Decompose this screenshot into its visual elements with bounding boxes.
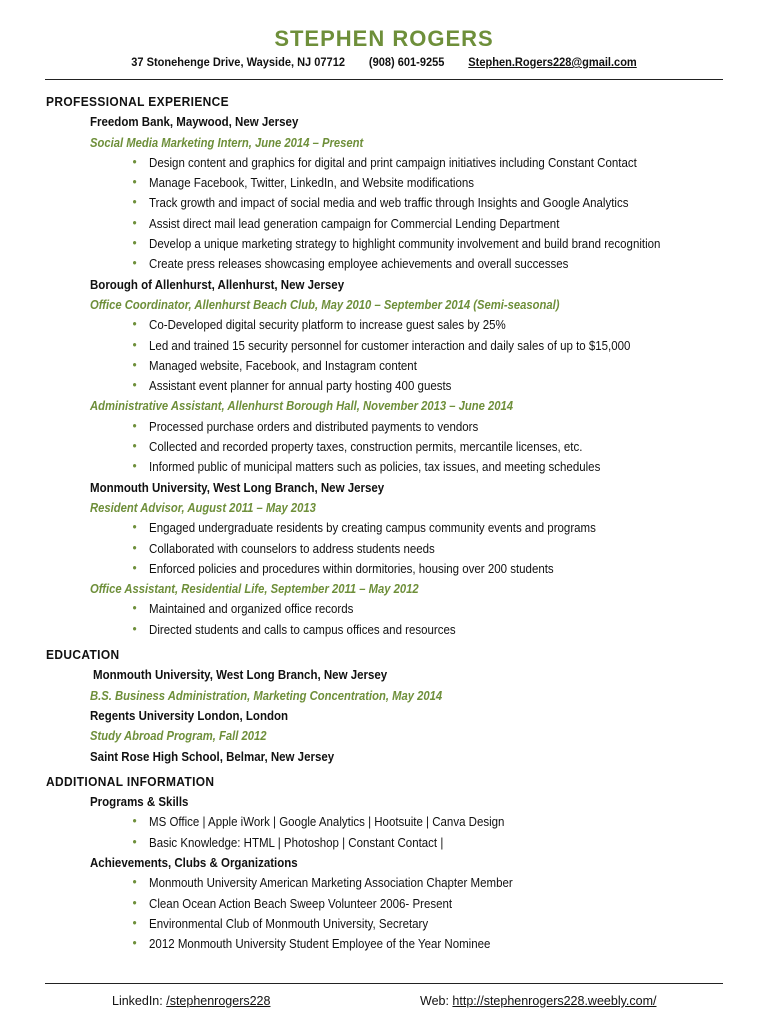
program-study-abroad: Study Abroad Program, Fall 2012: [90, 729, 267, 744]
list-item: • Informed public of municipal matters such as policies, tax issues, and meeting schedules: [46, 457, 672, 477]
degree-bs-business: B.S. Business Administration, Marketing Concentration, May 2014: [90, 688, 443, 703]
resume-body: [46, 92, 726, 954]
school-monmouth-university: Monmouth University, West Long Branch, New Jersey: [93, 668, 388, 683]
list-item: • Enforced policies and procedures within dormitories, housing over 200 students: [46, 559, 672, 579]
web-label: Web:: [420, 994, 453, 1008]
linkedin-label: LinkedIn:: [112, 994, 167, 1008]
list-item: • Assist direct mail lead generation campaign for Commercial Lending Department: [46, 214, 672, 234]
list-item: • Collaborated with counselors to address students needs: [46, 539, 672, 559]
list-item: • Clean Ocean Action Beach Sweep Volunteer 2006- Present: [46, 894, 672, 914]
org-freedom-bank: Freedom Bank, Maywood, New Jersey: [90, 115, 299, 130]
phone: (908) 601-9255: [368, 55, 445, 69]
list-item: • 2012 Monmouth University Student Employee of the Year Nominee: [46, 934, 672, 954]
header-divider: [45, 79, 723, 80]
bullet-icon: •: [132, 620, 137, 636]
bullet-list-office-coordinator: [46, 315, 726, 396]
web-link[interactable]: http://stephenrogers228.weebly.com/: [452, 994, 657, 1008]
email-link[interactable]: Stephen.Rogers228@gmail.com: [468, 55, 637, 69]
bullet-icon: •: [132, 235, 137, 251]
bullet-icon: •: [132, 336, 137, 352]
org-borough-of-allenhurst: Borough of Allenhurst, Allenhurst, New Jersey: [90, 277, 345, 292]
list-item: • Design content and graphics for digital and print campaign initiatives including Constant Contact: [46, 153, 672, 173]
list-item: • Led and trained 15 security personnel for customer interaction and daily sales of up to $15,000: [46, 336, 672, 356]
bullet-icon: •: [132, 813, 137, 829]
bullet-list-administrative-assistant: [46, 417, 726, 478]
org-monmouth-university: Monmouth University, West Long Branch, New Jersey: [90, 480, 385, 495]
bullet-icon: •: [132, 255, 137, 271]
resume-name: STEPHEN ROGERS: [274, 26, 494, 51]
contact-line: [31, 55, 738, 69]
bullet-icon: •: [132, 935, 137, 951]
role-office-assistant: Office Assistant, Residential Life, September 2011 – May 2012: [90, 582, 419, 597]
list-item: • Managed website, Facebook, and Instagram content: [46, 356, 672, 376]
bullet-icon: •: [132, 539, 137, 555]
list-item: • Processed purchase orders and distributed payments to vendors: [46, 417, 672, 437]
bullet-icon: •: [132, 377, 137, 393]
linkedin-link[interactable]: /stephenrogers228: [166, 994, 271, 1008]
bullet-icon: •: [132, 438, 137, 454]
list-item: • Engaged undergraduate residents by creating campus community events and programs: [46, 518, 672, 538]
bullet-icon: •: [132, 194, 137, 210]
role-administrative-assistant: Administrative Assistant, Allenhurst Borough Hall, November 2013 – June 2014: [90, 399, 514, 414]
bullet-list-skills: [46, 812, 726, 853]
section-title-experience: PROFESSIONAL EXPERIENCE: [46, 94, 230, 109]
section-title-additional: ADDITIONAL INFORMATION: [46, 773, 215, 789]
bullet-icon: •: [132, 833, 137, 849]
list-item: • Track growth and impact of social media and web traffic through Insights and Google Analytics: [46, 193, 672, 213]
role-social-media-intern: Social Media Marketing Intern, June 2014 – Present: [90, 135, 364, 150]
school-saint-rose: Saint Rose High School, Belmar, New Jersey: [90, 749, 335, 764]
subsection-achievements: Achievements, Clubs & Organizations: [90, 855, 298, 870]
bullet-icon: •: [132, 214, 137, 230]
bullet-icon: •: [132, 458, 137, 474]
bullet-icon: •: [132, 417, 137, 433]
list-item: • Basic Knowledge: HTML | Photoshop | Constant Contact |: [46, 833, 672, 853]
bullet-list-office-assistant: [46, 599, 726, 640]
list-item: • Environmental Club of Monmouth University, Secretary: [46, 914, 672, 934]
bullet-icon: •: [132, 316, 137, 332]
bullet-icon: •: [132, 559, 137, 575]
list-item: • Directed students and calls to campus offices and resources: [46, 620, 672, 640]
bullet-list-resident-advisor: [46, 518, 726, 579]
bullet-icon: •: [132, 894, 137, 910]
list-item: • Develop a unique marketing strategy to highlight community involvement and build brand recognition: [46, 234, 672, 254]
address: 37 Stonehenge Drive, Wayside, NJ 07712: [131, 55, 345, 69]
bullet-icon: •: [132, 174, 137, 190]
bullet-icon: •: [132, 153, 137, 169]
footer-divider: [45, 983, 723, 984]
subsection-programs-skills: Programs & Skills: [90, 795, 189, 810]
bullet-icon: •: [132, 600, 137, 616]
list-item: • Maintained and organized office records: [46, 599, 672, 619]
list-item: • Collected and recorded property taxes, construction permits, mercantile licenses, etc.: [46, 437, 672, 457]
bullet-list-social-media-intern: [46, 153, 726, 275]
section-title-education: EDUCATION: [46, 647, 120, 663]
bullet-icon: •: [132, 519, 137, 535]
footer-web: [420, 994, 656, 1008]
role-resident-advisor: Resident Advisor, August 2011 – May 2013: [90, 500, 316, 515]
list-item: • Co-Developed digital security platform to increase guest sales by 25%: [46, 315, 672, 335]
list-item: • MS Office | Apple iWork | Google Analytics | Hootsuite | Canva Design: [46, 812, 672, 832]
school-regents-university: Regents University London, London: [90, 708, 289, 723]
footer-linkedin: [112, 994, 270, 1008]
role-office-coordinator: Office Coordinator, Allenhurst Beach Club, May 2010 – September 2014 (Semi-seasonal): [90, 297, 560, 312]
bullet-icon: •: [132, 874, 137, 890]
list-item: • Assistant event planner for annual party hosting 400 guests: [46, 376, 672, 396]
list-item: • Manage Facebook, Twitter, LinkedIn, and Website modifications: [46, 173, 672, 193]
list-item: • Create press releases showcasing employee achievements and overall successes: [46, 254, 672, 274]
bullet-icon: •: [132, 914, 137, 930]
bullet-icon: •: [132, 356, 137, 372]
list-item: • Monmouth University American Marketing Association Chapter Member: [46, 873, 672, 893]
bullet-list-achievements: [46, 873, 726, 954]
